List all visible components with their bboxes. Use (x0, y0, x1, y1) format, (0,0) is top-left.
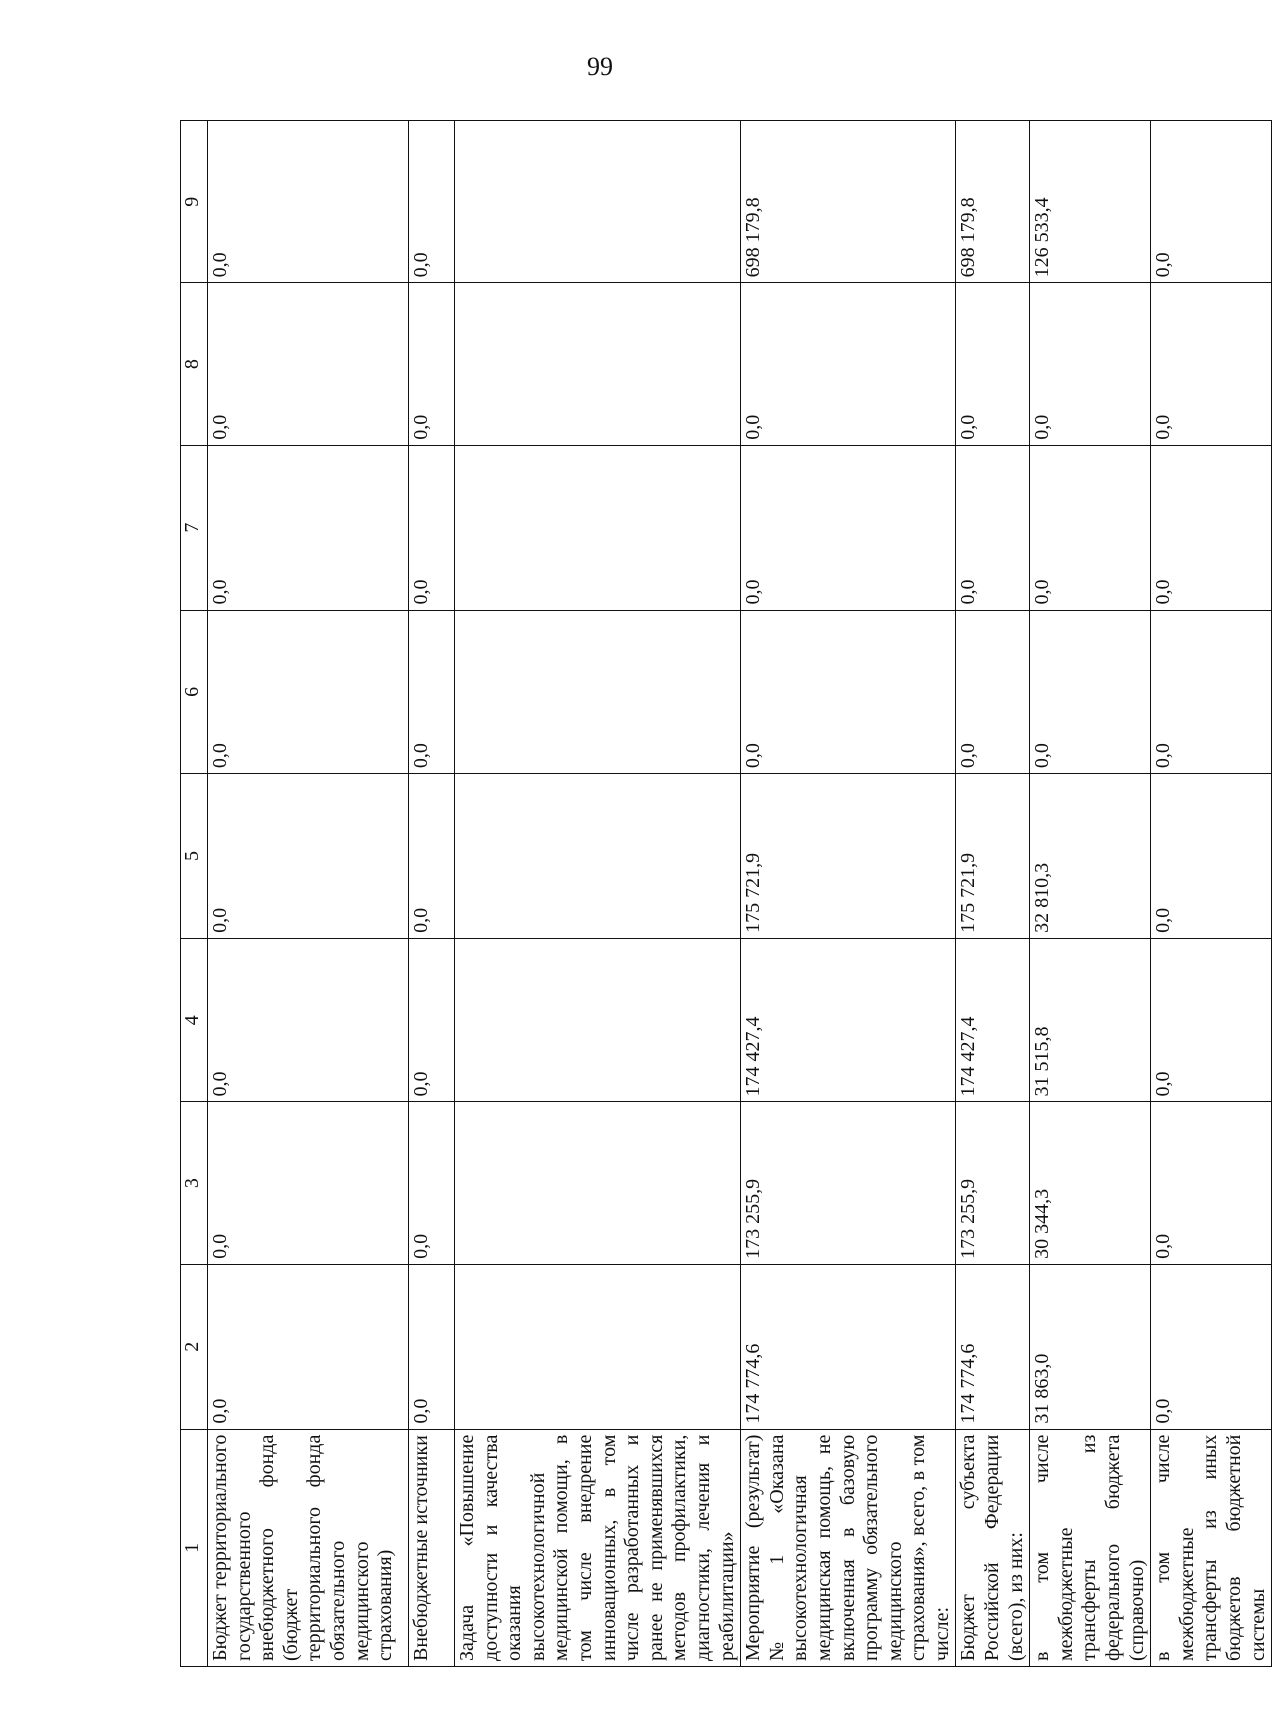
cell-value: 0,0 (208, 1264, 409, 1429)
col-header: 2 (181, 1264, 208, 1429)
table-row (1030, 121, 1151, 1667)
col-header: 7 (181, 445, 208, 610)
cell-value: 0,0 (1151, 1264, 1272, 1429)
cell-value: 173 255,9 (956, 1102, 1030, 1264)
col-header: 8 (181, 283, 208, 445)
cell-value: 698 179,8 (741, 121, 956, 283)
row-label: Внебюджетные источники (409, 1429, 455, 1666)
cell-value: 0,0 (1151, 938, 1272, 1102)
cell-value (455, 121, 741, 283)
cell-value: 174 427,4 (741, 938, 956, 1102)
row-label: Бюджет территориального государственного внебюджетного фонда (бюджет территориального фонда обязательного медицинского страхования) (208, 1429, 409, 1666)
cell-value: 0,0 (1151, 610, 1272, 774)
cell-value: 698 179,8 (956, 121, 1030, 283)
cell-value: 174 427,4 (956, 938, 1030, 1102)
cell-value (455, 445, 741, 610)
col-header: 4 (181, 938, 208, 1102)
row-label: Задача «Повышение доступности и качества оказания высокотехнологичной медицинской помощи, в том числе внедрение инновационных, в том числе разработанных и ранее не применявшихся методов профилактики, диагностики, лечения и реабилитации» (455, 1429, 741, 1666)
table-row (208, 121, 409, 1667)
col-header: 6 (181, 610, 208, 774)
col-header: 3 (181, 1102, 208, 1264)
row-label: Бюджет субъекта Российской Федерации (всего), из них: (956, 1429, 1030, 1666)
table-row (409, 121, 455, 1667)
cell-value: 0,0 (208, 445, 409, 610)
cell-value: 0,0 (409, 774, 455, 939)
cell-value (455, 938, 741, 1102)
cell-value: 0,0 (409, 610, 455, 774)
cell-value: 0,0 (409, 283, 455, 445)
cell-value: 0,0 (1151, 283, 1272, 445)
col-header: 1 (181, 1429, 208, 1666)
cell-value: 0,0 (409, 445, 455, 610)
cell-value: 175 721,9 (956, 774, 1030, 939)
cell-value: 31 863,0 (1030, 1264, 1151, 1429)
cell-value (455, 1102, 741, 1264)
cell-value: 30 344,3 (1030, 1102, 1151, 1264)
table-row (455, 121, 741, 1667)
table-row (741, 121, 956, 1667)
table-row (956, 121, 1030, 1667)
budget-table (180, 120, 1272, 1667)
cell-value: 0,0 (409, 1102, 455, 1264)
page-number: 99 (587, 52, 613, 81)
cell-value (455, 610, 741, 774)
cell-value: 0,0 (1151, 1102, 1272, 1264)
cell-value: 0,0 (741, 445, 956, 610)
cell-value (455, 774, 741, 939)
cell-value: 0,0 (956, 610, 1030, 774)
cell-value: 175 721,9 (741, 774, 956, 939)
cell-value: 32 810,3 (1030, 774, 1151, 939)
cell-value (455, 1264, 741, 1429)
cell-value: 0,0 (1151, 445, 1272, 610)
cell-value: 0,0 (1030, 445, 1151, 610)
cell-value: 0,0 (208, 774, 409, 939)
row-label: в том числе межбюджетные трансферты из иных бюджетов бюджетной системы (1151, 1429, 1272, 1666)
cell-value: 0,0 (409, 121, 455, 283)
cell-value: 31 515,8 (1030, 938, 1151, 1102)
cell-value: 173 255,9 (741, 1102, 956, 1264)
cell-value: 174 774,6 (741, 1264, 956, 1429)
cell-value: 0,0 (208, 610, 409, 774)
row-label: в том числе межбюджетные трансферты из федерального бюджета (справочно) (1030, 1429, 1151, 1666)
cell-value: 0,0 (409, 938, 455, 1102)
cell-value: 0,0 (741, 283, 956, 445)
cell-value: 126 533,4 (1030, 121, 1151, 283)
cell-value (455, 283, 741, 445)
cell-value: 0,0 (208, 938, 409, 1102)
cell-value: 0,0 (956, 445, 1030, 610)
cell-value: 0,0 (1030, 610, 1151, 774)
cell-value: 174 774,6 (956, 1264, 1030, 1429)
cell-value: 0,0 (409, 1264, 455, 1429)
row-label: Мероприятие (результат) № 1 «Оказана высокотехнологичная медицинская помощь, не включенная в базовую программу обязательного медицинского страхования», всего, в том числе: (741, 1429, 956, 1666)
cell-value: 0,0 (956, 283, 1030, 445)
table-header-row (181, 121, 208, 1667)
rotated-table-container (180, 120, 1272, 1667)
cell-value: 0,0 (1151, 774, 1272, 939)
cell-value: 0,0 (208, 121, 409, 283)
cell-value: 0,0 (208, 283, 409, 445)
col-header: 9 (181, 121, 208, 283)
cell-value: 0,0 (741, 610, 956, 774)
cell-value: 0,0 (1151, 121, 1272, 283)
table-row (1151, 121, 1272, 1667)
cell-value: 0,0 (1030, 283, 1151, 445)
cell-value: 0,0 (208, 1102, 409, 1264)
col-header: 5 (181, 774, 208, 939)
